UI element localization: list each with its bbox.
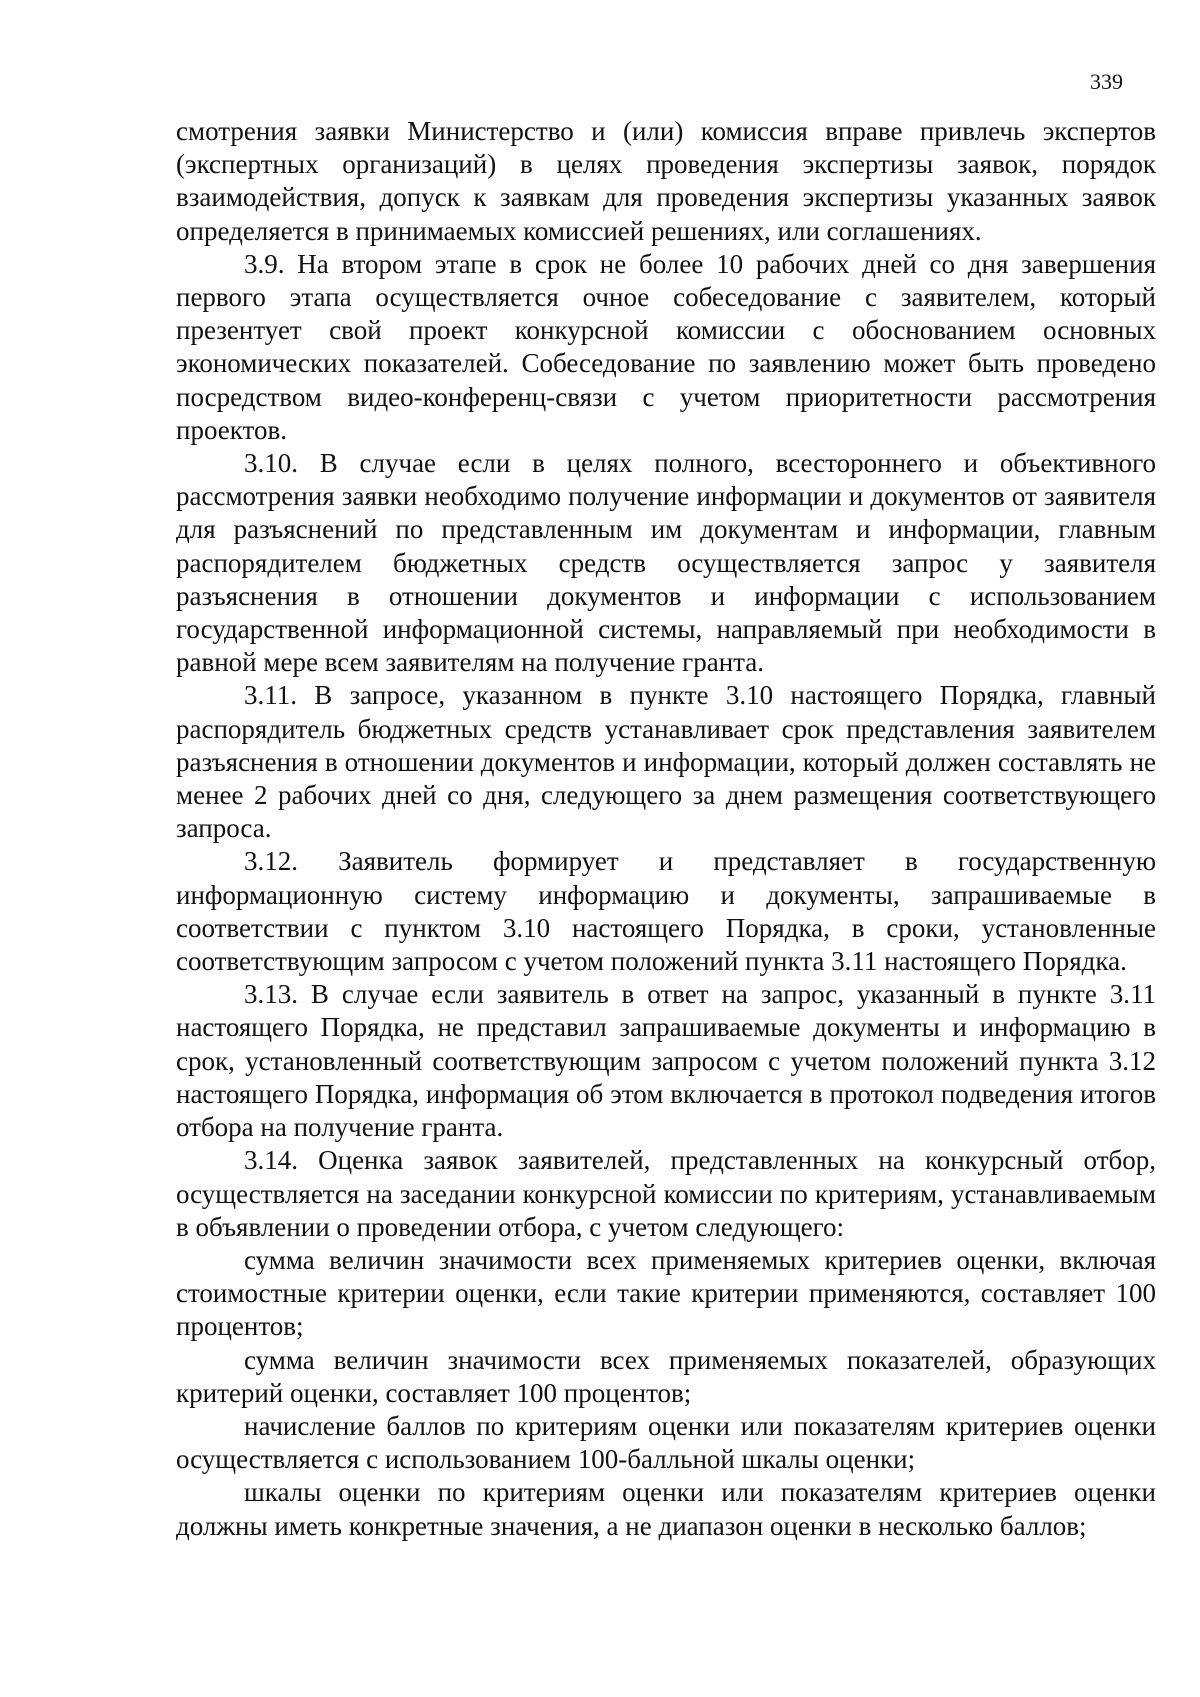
- paragraph-criteria-sum: сумма величин значимости всех применяемых критериев оценки, включая стоимостные критерии оценки, если такие критерии применяются, составляет 100 процентов;: [176, 1244, 1156, 1342]
- paragraph-3-13: 3.13. В случае если заявитель в ответ на запрос, указанный в пункте 3.11 настоящего Порядка, не представил запрашиваемые документы и информацию в срок, установленный соответствующим запросом с учетом положений пункта 3.12 настоящего Порядка, информация об этом включается в протокол подведения итогов отбора на получение гранта.: [176, 979, 1156, 1143]
- page-number: 339: [1090, 69, 1123, 94]
- paragraph-3-9: 3.9. На втором этапе в срок не более 10 рабочих дней со дня завершения первого этапа осуществляется очное собеседование с заявителем, который презентует свой проект конкурсной комиссии с обоснованием основных экономических показателей. Собеседование по заявлению может быть проведено посредством видео-конференц-связи с учетом приоритетности рассмотрения проектов.: [176, 248, 1156, 445]
- paragraph-continuation: смотрения заявки Министерство и (или) комиссия вправе привлечь экспертов (экспертных организаций) в целях проведения экспертизы заявок, порядок взаимодействия, допуск к заявкам для проведения экспертизы указанных заявок определяется в принимаемых комиссией решениях, или соглашениях.: [176, 116, 1156, 246]
- paragraph-scoring-scale: начисление баллов по критериям оценки или показателям критериев оценки осуществляется с использованием 100-балльной шкалы оценки;: [176, 1410, 1156, 1475]
- paragraph-3-11: 3.11. В запросе, указанном в пункте 3.10 настоящего Порядка, главный распорядитель бюджетных средств устанавливает срок представления заявителем разъяснения в отношении документов и информации, который должен составлять не менее 2 рабочих дней со дня, следующего за днем размещения соответствующего запроса.: [176, 680, 1156, 844]
- paragraph-indicators-sum: сумма величин значимости всех применяемых показателей, образующих критерий оценки, составляет 100 процентов;: [176, 1344, 1156, 1408]
- paragraph-3-14: 3.14. Оценка заявок заявителей, представленных на конкурсный отбор, осуществляется на заседании конкурсной комиссии по критериям, устанавливаемым в объявлении о проведении отбора, с учетом следующего:: [176, 1145, 1156, 1242]
- paragraph-3-12: 3.12. Заявитель формирует и представляет в государственную информационную систему информацию и документы, запрашиваемые в соответствии с пунктом 3.10 настоящего Порядка, в сроки, установленные соответствующим запросом с учетом положений пункта 3.11 настоящего Порядка.: [176, 846, 1156, 977]
- paragraph-3-10: 3.10. В случае если в целях полного, всестороннего и объективного рассмотрения заявки необходимо получение информации и документов от заявителя для разъяснений по представленным им документам и информации, главным распорядителем бюджетных средств осуществляется запрос у заявителя разъяснения в отношении документов и информации с использованием государственной информационной системы, направляемый при необходимости в равной мере всем заявителям на получение гранта.: [176, 448, 1156, 678]
- paragraph-scale-values: шкалы оценки по критериям оценки или показателям критериев оценки должны иметь конкретные значения, а не диапазон оценки в несколько баллов;: [176, 1477, 1156, 1541]
- document-body: [176, 115, 1156, 1543]
